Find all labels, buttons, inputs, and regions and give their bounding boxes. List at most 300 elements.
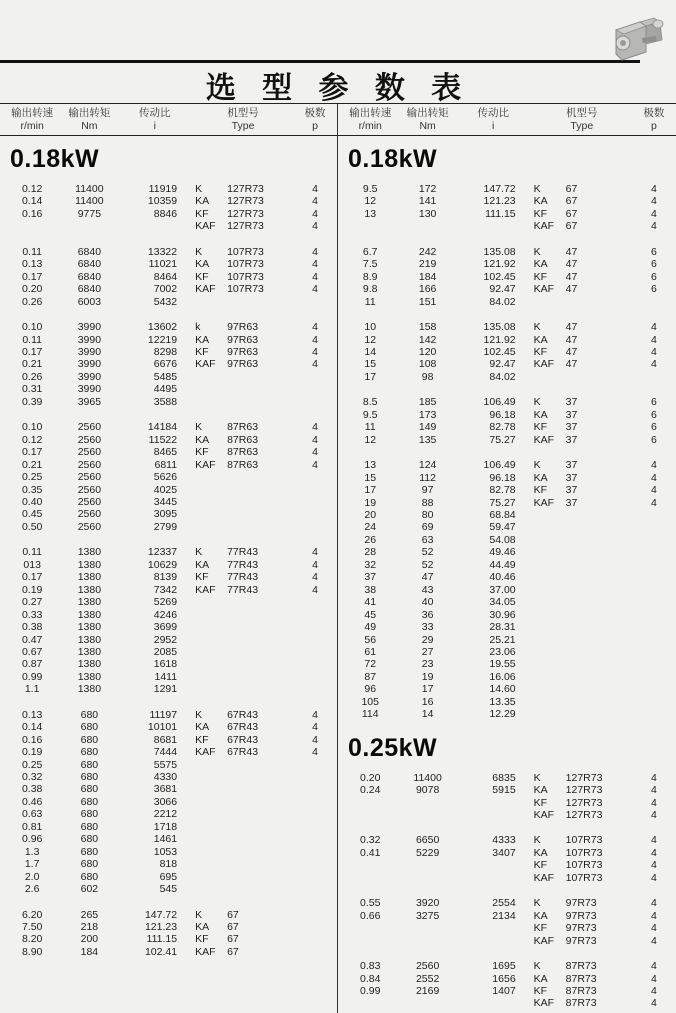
cell-poles — [297, 508, 333, 520]
type-prefix: K — [533, 183, 541, 195]
cell-output-torque: 219 — [418, 258, 437, 271]
cell-output-speed: 0.41 — [360, 846, 381, 859]
cell-type — [528, 683, 636, 695]
cell-output-speed: 13 — [364, 459, 377, 472]
cell-poles — [297, 783, 333, 795]
table-row — [344, 509, 672, 521]
type-prefix: KA — [195, 195, 210, 208]
type-model: 97R63 — [227, 321, 259, 334]
type-prefix — [195, 883, 227, 895]
cell-type — [528, 283, 636, 295]
cell-output-torque — [396, 809, 458, 821]
cell-poles: 4 — [312, 183, 318, 195]
cell-type — [189, 183, 297, 195]
cell-output-speed: 12 — [364, 333, 377, 346]
table-row — [6, 271, 333, 283]
cell-type — [528, 459, 636, 471]
type-prefix: K — [533, 245, 541, 258]
table-row — [344, 459, 672, 471]
cell-type — [189, 634, 297, 646]
type-prefix — [534, 509, 566, 521]
cell-output-speed: 72 — [364, 658, 377, 671]
cell-output-torque: 1380 — [77, 670, 102, 683]
column-header-1 — [396, 107, 458, 133]
type-prefix — [534, 708, 566, 720]
cell-type — [189, 508, 297, 520]
rows-group — [6, 421, 333, 533]
cell-ratio: 4495 — [153, 383, 178, 396]
type-prefix — [195, 484, 227, 496]
cell-output-torque: 19 — [421, 670, 434, 683]
cell-output-torque: 184 — [418, 270, 437, 283]
cell-output-torque: 6840 — [77, 283, 102, 296]
type-model: 67 — [565, 207, 578, 220]
cell-output-speed: 10 — [364, 321, 377, 334]
cell-poles: 4 — [312, 733, 318, 746]
type-prefix: KAF — [533, 809, 555, 822]
cell-type — [528, 358, 636, 370]
cell-output-speed: 0.20 — [360, 771, 381, 784]
cell-ratio: 16.06 — [489, 670, 516, 683]
cell-output-speed: 8.5 — [362, 396, 378, 409]
cell-poles — [297, 871, 333, 883]
type-model: 107R73 — [565, 834, 603, 847]
cell-poles: 4 — [651, 897, 657, 910]
table-row — [6, 496, 333, 508]
cell-output-torque: 14 — [421, 708, 434, 721]
cell-output-torque: 3275 — [415, 909, 440, 922]
cell-poles: 4 — [651, 809, 657, 822]
type-model: 67 — [227, 908, 239, 921]
cell-ratio — [459, 922, 528, 934]
type-prefix — [534, 696, 566, 708]
cell-output-torque: 680 — [80, 783, 99, 796]
cell-poles: 4 — [651, 220, 657, 233]
cell-output-torque — [396, 797, 458, 809]
cell-poles: 6 — [651, 245, 657, 258]
cell-output-speed: 0.45 — [21, 508, 43, 521]
cell-poles — [636, 571, 672, 583]
type-prefix: KA — [533, 471, 548, 484]
table-row — [6, 621, 333, 633]
type-prefix: KA — [533, 846, 548, 859]
cell-output-speed: 0.99 — [21, 670, 43, 683]
type-model: 37 — [565, 396, 578, 409]
cell-output-speed: 0.19 — [21, 583, 43, 596]
cell-output-speed: 45 — [364, 608, 377, 621]
cell-output-speed: 0.13 — [21, 258, 43, 271]
cell-ratio: 1461 — [153, 833, 178, 846]
cell-type — [528, 497, 636, 509]
cell-poles: 4 — [651, 909, 657, 922]
table-row — [6, 371, 333, 383]
cell-output-torque: 1380 — [77, 558, 102, 571]
type-prefix: KA — [533, 408, 548, 421]
cell-output-torque: 63 — [421, 533, 434, 546]
cell-output-speed: 0.35 — [21, 483, 43, 496]
cell-output-torque: 1380 — [77, 633, 102, 646]
cell-ratio: 121.92 — [483, 258, 516, 271]
type-model: 77R43 — [227, 558, 259, 571]
table-row — [6, 671, 333, 683]
type-prefix: K — [195, 708, 203, 721]
table-row — [344, 546, 672, 558]
cell-output-torque: 3990 — [77, 370, 102, 383]
cell-ratio: 11197 — [149, 708, 178, 721]
type-prefix — [195, 471, 227, 483]
cell-ratio: 3588 — [153, 395, 178, 408]
type-prefix: KA — [195, 721, 210, 734]
cell-type — [189, 821, 297, 833]
cell-type — [528, 409, 636, 421]
table-row — [344, 646, 672, 658]
table-row — [344, 772, 672, 784]
type-model: 47 — [565, 245, 578, 258]
cell-poles: 4 — [312, 333, 318, 346]
type-prefix: KF — [533, 345, 548, 358]
cell-poles — [297, 846, 333, 858]
cell-poles — [636, 584, 672, 596]
cell-ratio — [459, 797, 528, 809]
cell-poles — [297, 821, 333, 833]
type-prefix: K — [195, 421, 203, 434]
type-prefix — [195, 858, 227, 870]
cell-ratio — [459, 809, 528, 821]
table-right-half — [338, 136, 676, 1013]
cell-output-speed: 8.9 — [362, 270, 378, 283]
cell-output-torque: 5229 — [415, 846, 440, 859]
cell-ratio: 14.60 — [489, 683, 516, 696]
cell-poles: 4 — [312, 283, 318, 296]
cell-type — [528, 708, 636, 720]
cell-type — [189, 521, 297, 533]
cell-output-torque: 680 — [80, 808, 99, 821]
table-row — [344, 346, 672, 358]
cell-output-torque: 17 — [421, 683, 434, 696]
cell-output-speed: 1.1 — [24, 683, 40, 696]
table-row — [344, 708, 672, 720]
cell-output-speed: 17 — [364, 484, 377, 497]
cell-ratio: 5432 — [153, 295, 178, 308]
cell-ratio: 111.15 — [146, 933, 178, 946]
cell-output-torque: 602 — [80, 883, 99, 896]
cell-type — [189, 609, 297, 621]
table-row — [6, 246, 333, 258]
cell-type — [189, 621, 297, 633]
cell-output-torque: 69 — [421, 521, 434, 534]
cell-poles: 4 — [651, 960, 657, 973]
table-row — [344, 183, 672, 195]
cell-poles: 4 — [651, 846, 657, 859]
cell-poles — [297, 396, 333, 408]
cell-output-torque: 2560 — [77, 446, 102, 459]
cell-poles — [297, 484, 333, 496]
table-row — [344, 571, 672, 583]
cell-output-speed: 1.3 — [24, 845, 40, 858]
table-row — [6, 358, 333, 370]
cell-type — [528, 396, 636, 408]
table-row — [6, 683, 333, 695]
rows-group — [344, 960, 672, 1010]
table-row — [6, 383, 333, 395]
cell-output-torque: 6650 — [415, 834, 440, 847]
cell-ratio: 6676 — [153, 358, 178, 371]
type-model: 127R73 — [227, 207, 264, 220]
cell-output-torque: 242 — [418, 245, 437, 258]
cell-type — [189, 846, 297, 858]
cell-poles: 6 — [651, 408, 657, 421]
cell-output-speed: 0.67 — [21, 645, 43, 658]
cell-poles — [636, 683, 672, 695]
cell-poles — [636, 609, 672, 621]
table-row — [6, 833, 333, 845]
cell-type — [189, 746, 297, 758]
type-prefix: KAF — [533, 433, 555, 446]
column-unit: p — [651, 119, 657, 132]
cell-output-speed: 0.25 — [21, 758, 43, 771]
table-row — [344, 809, 672, 821]
cell-output-speed: 0.21 — [21, 458, 43, 471]
table-row — [6, 821, 333, 833]
type-model: 107R73 — [227, 258, 264, 271]
cell-output-torque: 3990 — [77, 333, 102, 346]
cell-poles — [636, 559, 672, 571]
table-left-half — [0, 136, 338, 1013]
cell-poles: 4 — [312, 421, 318, 434]
cell-type — [528, 935, 636, 947]
cell-type — [189, 646, 297, 658]
cell-ratio: 12219 — [147, 333, 178, 346]
type-prefix — [534, 371, 566, 383]
cell-ratio: 19.55 — [489, 658, 516, 671]
type-prefix: KA — [195, 258, 210, 271]
table-row — [344, 534, 672, 546]
cell-poles: 4 — [312, 321, 318, 334]
cell-output-torque: 1380 — [77, 608, 102, 621]
type-model: 37 — [565, 433, 578, 446]
cell-ratio: 75.27 — [489, 496, 516, 509]
table-row — [6, 609, 333, 621]
cell-type — [189, 658, 297, 670]
cell-output-torque — [396, 872, 458, 884]
cell-poles: 4 — [312, 345, 318, 358]
cell-type — [189, 296, 297, 308]
cell-poles — [636, 658, 672, 670]
cell-poles: 4 — [312, 558, 318, 571]
type-model: 107R73 — [227, 270, 264, 283]
cell-type — [528, 973, 636, 985]
cell-type — [528, 671, 636, 683]
type-prefix — [195, 833, 227, 845]
cell-output-torque: 680 — [80, 733, 99, 746]
type-model: 67R43 — [227, 721, 259, 734]
cell-poles — [297, 521, 333, 533]
cell-ratio: 3066 — [153, 795, 178, 808]
table-row — [344, 472, 672, 484]
cell-poles: 6 — [651, 396, 657, 409]
table-row — [6, 909, 333, 921]
cell-output-speed: 15 — [364, 358, 377, 371]
cell-ratio: 5485 — [153, 370, 178, 383]
cell-poles: 4 — [651, 358, 657, 371]
cell-type — [528, 658, 636, 670]
table-row — [344, 872, 672, 884]
cell-type — [528, 571, 636, 583]
column-label: 输出转速 — [11, 106, 54, 119]
cell-type — [528, 784, 636, 796]
cell-output-torque: 2560 — [77, 433, 102, 446]
cell-output-torque: 680 — [80, 721, 99, 734]
cell-ratio: 82.78 — [489, 421, 516, 434]
cell-type — [189, 858, 297, 870]
type-model: 87R73 — [565, 972, 597, 985]
cell-type — [528, 897, 636, 909]
cell-output-speed: 0.38 — [21, 783, 43, 796]
type-prefix: KAF — [533, 934, 555, 947]
cell-output-torque — [396, 220, 458, 232]
cell-ratio: 1618 — [153, 658, 178, 671]
table-row — [6, 808, 333, 820]
cell-type — [528, 546, 636, 558]
cell-output-torque: 680 — [80, 795, 99, 808]
cell-output-speed: 0.14 — [21, 195, 43, 208]
cell-output-torque: 112 — [419, 471, 436, 484]
cell-type — [528, 922, 636, 934]
cell-type — [189, 195, 297, 207]
type-prefix — [195, 521, 227, 533]
cell-ratio: 13322 — [147, 245, 178, 258]
table-row — [344, 271, 672, 283]
cell-output-speed — [344, 872, 396, 884]
type-model: 87R63 — [227, 458, 259, 471]
cell-poles: 4 — [651, 321, 657, 334]
table-row — [344, 521, 672, 533]
cell-output-speed: 0.83 — [360, 960, 381, 973]
cell-ratio: 2554 — [492, 897, 516, 910]
cell-ratio: 44.49 — [489, 558, 516, 571]
cell-poles — [297, 909, 333, 921]
cell-output-speed: 6.7 — [362, 245, 378, 258]
cell-type — [189, 759, 297, 771]
cell-type — [528, 596, 636, 608]
cell-ratio: 147.72 — [483, 183, 516, 195]
table-row — [344, 847, 672, 859]
cell-output-speed — [344, 997, 396, 1009]
table-row — [344, 559, 672, 571]
cell-type — [189, 833, 297, 845]
type-prefix: KF — [195, 933, 209, 946]
cell-output-speed: 0.14 — [21, 721, 43, 734]
cell-output-speed: 105 — [361, 695, 379, 708]
cell-ratio: 10101 — [147, 721, 178, 734]
table-row — [6, 208, 333, 220]
cell-type — [528, 834, 636, 846]
cell-type — [189, 796, 297, 808]
cell-ratio: 92.47 — [489, 283, 516, 296]
type-model: 67 — [565, 195, 578, 208]
type-prefix — [534, 521, 566, 533]
cell-type — [189, 921, 297, 933]
cell-output-speed: 0.38 — [21, 621, 43, 634]
table-row — [344, 696, 672, 708]
column-header-4 — [297, 107, 333, 133]
table-row — [344, 621, 672, 633]
cell-output-torque: 3990 — [77, 345, 102, 358]
table-row — [344, 897, 672, 909]
cell-type — [528, 220, 636, 232]
table-row — [344, 195, 672, 207]
cell-ratio: 111.15 — [485, 207, 516, 220]
type-prefix — [534, 671, 566, 683]
cell-type — [189, 283, 297, 295]
cell-poles: 4 — [651, 934, 657, 947]
type-prefix: KA — [533, 909, 548, 922]
cell-type — [189, 871, 297, 883]
cell-ratio: 4333 — [492, 834, 516, 847]
cell-output-torque: 2560 — [77, 520, 102, 533]
rows-group — [344, 772, 672, 822]
cell-poles — [297, 858, 333, 870]
cell-ratio: 1718 — [153, 820, 178, 833]
cell-poles: 4 — [312, 433, 318, 446]
cell-ratio: 135.08 — [483, 245, 516, 258]
cell-type — [189, 734, 297, 746]
column-header-0 — [6, 107, 58, 133]
cell-output-torque: 680 — [80, 845, 99, 858]
cell-output-torque: 23 — [421, 658, 434, 671]
column-header-2 — [120, 107, 189, 133]
cell-ratio: 37.00 — [489, 583, 516, 596]
table-row — [6, 658, 333, 670]
cell-output-torque: 680 — [80, 708, 99, 721]
cell-ratio: 6811 — [154, 458, 178, 471]
cell-type — [189, 246, 297, 258]
table-row — [6, 220, 333, 232]
cell-output-speed: 8.20 — [21, 933, 43, 946]
table-row — [6, 434, 333, 446]
cell-ratio: 30.96 — [489, 608, 516, 621]
cell-output-torque — [396, 935, 458, 947]
cell-poles — [297, 383, 333, 395]
type-model: 37 — [565, 459, 578, 472]
table-row — [344, 208, 672, 220]
cell-poles: 4 — [312, 546, 318, 559]
type-model: 127R73 — [227, 183, 264, 195]
rows-group — [6, 183, 333, 233]
cell-ratio: 106.49 — [483, 459, 516, 472]
table-row — [6, 921, 333, 933]
cell-poles: 6 — [651, 421, 657, 434]
type-model: 47 — [565, 333, 578, 346]
cell-type — [189, 321, 297, 333]
cell-ratio: 3407 — [492, 846, 516, 859]
table-row — [344, 296, 672, 308]
rows-group — [344, 834, 672, 884]
type-model: 97R73 — [565, 909, 597, 922]
cell-ratio: 102.45 — [483, 345, 516, 358]
type-prefix — [195, 796, 227, 808]
type-prefix: K — [195, 908, 203, 921]
type-prefix: KA — [195, 333, 210, 346]
cell-output-torque: 1380 — [77, 583, 102, 596]
cell-type — [189, 334, 297, 346]
type-model: 97R63 — [227, 358, 259, 371]
cell-poles — [297, 796, 333, 808]
cell-output-speed: 56 — [364, 633, 377, 646]
table-row — [344, 671, 672, 683]
cell-poles — [297, 658, 333, 670]
cell-poles — [297, 671, 333, 683]
